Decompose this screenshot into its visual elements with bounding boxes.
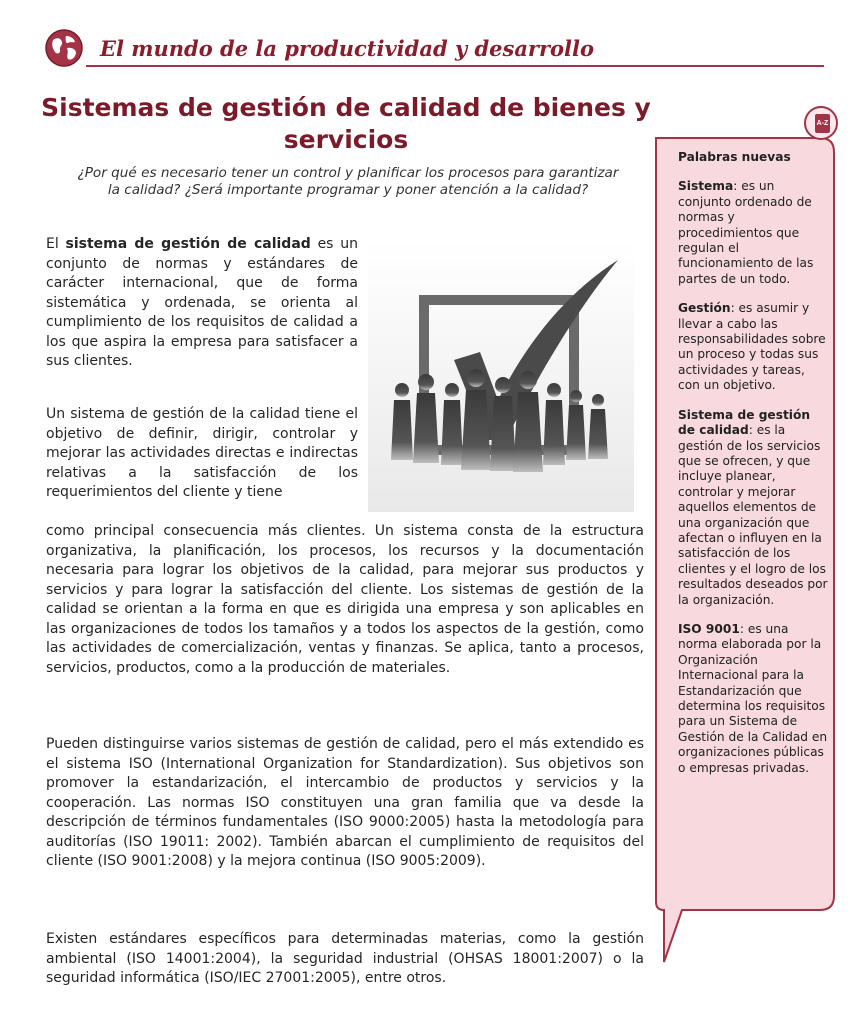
paragraph-standards: Existen estándares específicos para determinadas materias, como la gestión ambiental (ISO 14001:2004), la seguridad industrial (OHSAS 18001:2007) o la seguridad informática (ISO/IEC 27001:2005), entre otros. — [46, 931, 644, 986]
chapter-header — [44, 28, 824, 72]
glossary-heading: Palabras nuevas — [678, 150, 791, 164]
dictionary-icon: A-Z — [815, 114, 830, 133]
glossary-entry-gestion — [678, 301, 828, 393]
paragraph-objective-continued: como principal consecuencia más clientes. Un sistema consta de la estructura organizativa, la planificación, los procesos, los recursos y la documentación necesaria para lograr los objetivos de la calidad, para mejorar sus productos y servicios y para lograr la satisfacción del cliente. Los sistemas de gestión de la calidad se orientan a la forma en que es dirigida una empresa y son aplicables en las organizaciones de todos los tamaños y a todos los aspectos de la gestión, como las actividades de comercialización, ventas y finanzas. Se aplica, tanto a procesos, servicios, productos, como a la producción de materiales. — [46, 523, 644, 676]
glossary-term: Sistema de gestión de calidad — [678, 407, 810, 438]
glossary-definition: : es una norma elaborada por la Organización Internacional para la Estandarización que determina los requisitos para un Sistema de Gestión de la Calidad en organizaciones públicas o empresas privadas. — [678, 621, 828, 775]
paragraph-text: El — [46, 236, 66, 252]
glossary-term: Gestión — [678, 301, 731, 316]
globe-icon — [44, 28, 84, 68]
checkmark-team-illustration — [368, 240, 634, 512]
glossary-entry-iso-9001 — [678, 622, 828, 776]
a-z-badge — [804, 106, 838, 140]
glossary-definition: : es la gestión de los servicios que se ofrecen, y que incluye planear, controlar y mejorar aquellos elementos de una organización que afectan o influyen en la satisfacción de los clientes y el logro de los resultados deseados por la organización. — [678, 423, 828, 607]
chapter-title: El mundo de la productividad y desarrollo — [100, 36, 595, 61]
glossary-term: Sistema — [678, 179, 734, 194]
header-divider — [86, 65, 824, 67]
paragraph-text: es un conjunto de normas y estándares de carácter internacional, que de forma sistemática y ordenada, se orienta al cumplimiento de los requisitos de calidad a los que aspira la empresa para satisfacer a sus clientes. — [46, 236, 358, 369]
page-title: Sistemas de gestión de calidad de bienes y servicios — [41, 93, 651, 154]
glossary-definition: : es asumir y llevar a cabo las responsabilidades sobre un proceso y todas sus actividades y tareas, con un objetivo. — [678, 301, 826, 393]
paragraph-intro — [46, 235, 358, 372]
glossary-entry-sistema-gestion-calidad — [678, 408, 828, 608]
paragraph-objective-start: Un sistema de gestión de la calidad tiene el objetivo de definir, dirigir, controlar y mejorar las actividades directas e indirectas relativas a la satisfacción de los requerimientos del cliente y tiene — [46, 406, 358, 500]
glossary-term: ISO 9001 — [678, 621, 740, 636]
glossary-entry-sistema — [678, 179, 828, 287]
glossary-definition: : es un conjunto ordenado de normas y procedimientos que regulan el funcionamiento de las partes de un todo. — [678, 179, 814, 286]
page-subtitle: ¿Por qué es necesario tener un control y planificar los procesos para garantizar la calidad? ¿Será importante programar y poner atención a la calidad? — [77, 165, 619, 198]
key-term: sistema de gestión de calidad — [65, 236, 311, 252]
glossary-content — [678, 150, 828, 790]
paragraph-iso: Pueden distinguirse varios sistemas de gestión de calidad, pero el más extendido es el sistema ISO (International Organization for Standardization). Sus objetivos son promover la estandarización, el intercambio de productos y servicios y la cooperación. Las normas ISO constituyen una gran familia que va desde la descripción de términos fundamentales (ISO 9000:2005) hasta la metodología para auditorías (ISO 19011: 2002). También abarcan el cumplimiento de requisitos del cliente (ISO 9001:2008) y la mejora continua (ISO 9005:2009). — [46, 736, 644, 869]
